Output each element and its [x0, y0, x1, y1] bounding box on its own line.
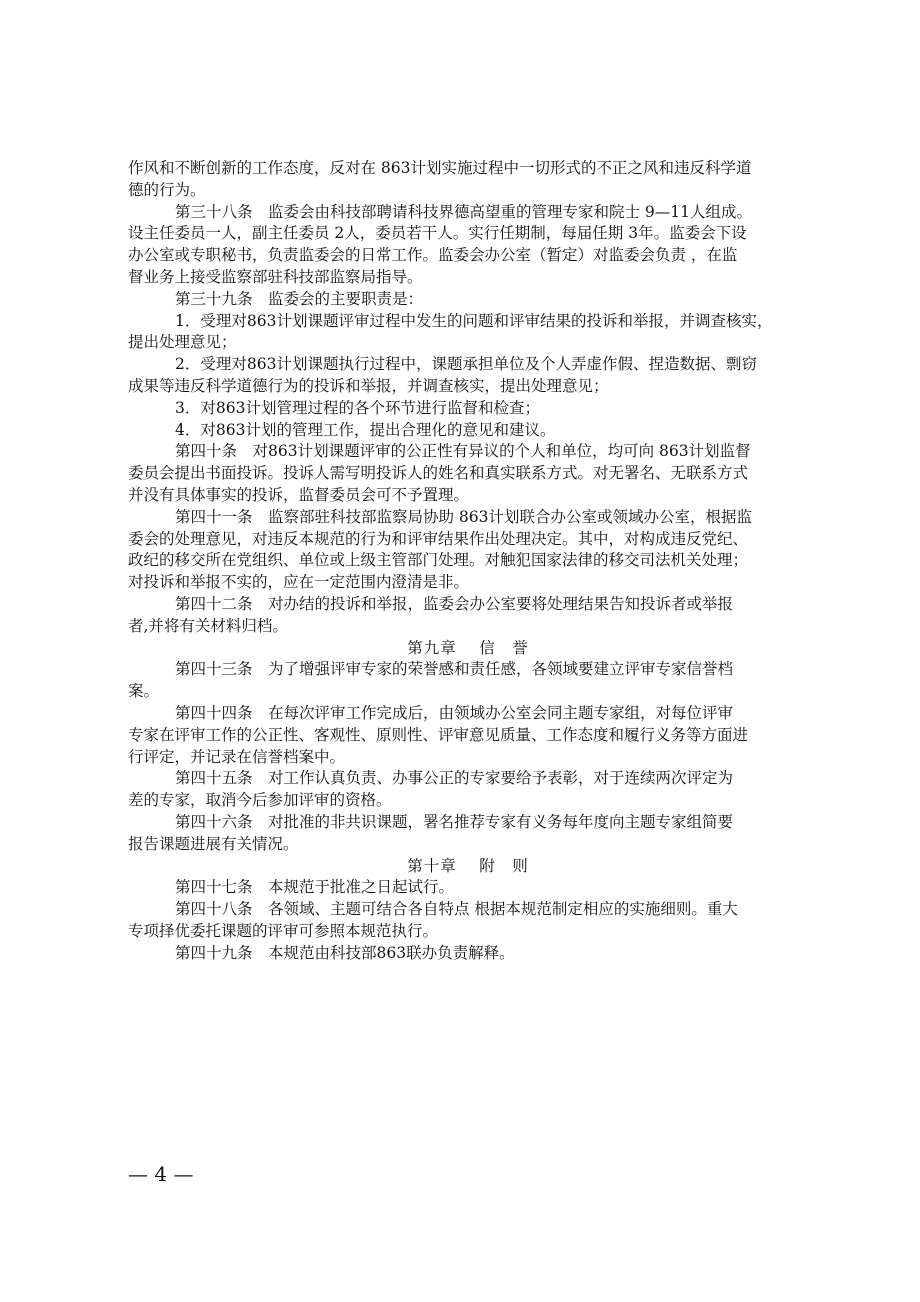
- text-line: 第四十条 对863计划课题评审的公正性有异议的个人和单位，均可向 863计划监督: [175, 442, 751, 461]
- text-line: 作风和不断创新的工作态度，反对在 863计划实施过程中一切形式的不正之风和违反科学道: [128, 159, 752, 177]
- text-line: 报告课题进展有关情况。: [128, 834, 299, 853]
- chapter-heading: 第十章 附 则: [407, 856, 529, 875]
- text-line: 第三十九条 监委会的主要职责是：: [175, 289, 424, 308]
- text-line: 者,并将有关材料归档。: [128, 616, 288, 635]
- text-line: 第四十八条 各领域、主题可结合各自特点 根据本规范制定相应的实施细则。重大: [175, 900, 738, 919]
- text-line: 差的专家，取消今后参加评审的资格。: [128, 791, 392, 810]
- text-line: 委员会提出书面投诉。投诉人需写明投诉人的姓名和真实联系方式。对无署名、无联系方式: [128, 464, 749, 483]
- text-line: 办公室或专职秘书，负责监委会的日常工作。监委会办公室（暂定）对监委会负责 ，在监: [128, 246, 738, 265]
- text-line: 德的行为。: [128, 180, 206, 199]
- text-line: 督业务上接受监察部驻科技部监察局指导。: [128, 267, 423, 286]
- text-line: 第四十一条 监察部驻科技部监察局协助 863计划联合办公室或领域办公室，根据监: [175, 507, 753, 526]
- text-line: 4．对863计划的管理工作，提出合理化的意见和建议。: [175, 420, 556, 439]
- text-line: 专家在评审工作的公正性、客观性、原则性、评审意见质量、工作态度和履行义务等方面进: [128, 725, 749, 744]
- text-line: 对投诉和举报不实的，应在一定范围内澄清是非。: [128, 573, 470, 592]
- text-line: 行评定，并记录在信誉档案中。: [128, 747, 346, 766]
- text-line: 案。: [128, 682, 160, 701]
- text-line: 第四十五条 对工作认真负责、办事公正的专家要给予表彰，对于连续两次评定为: [175, 769, 734, 788]
- chapter-heading: 第九章 信 誉: [407, 638, 529, 657]
- text-line: 并没有具体事实的投诉，监督委员会可不予置理。: [128, 485, 470, 504]
- document-body: [128, 158, 808, 964]
- text-line: 2．受理对863计划课题执行过程中，课题承担单位及个人弄虚作假、捏造数据、剽窃: [175, 355, 757, 374]
- text-line: 提出处理意见；: [128, 333, 237, 352]
- text-line: 第四十七条 本规范于批准之日起试行。: [175, 878, 455, 897]
- text-line: 第四十六条 对批准的非共识课题，署名推荐专家有义务每年度向主题专家组简要: [175, 812, 734, 831]
- text-line: 第四十九条 本规范由科技部863联办负责解释。: [175, 943, 515, 962]
- text-line: 第四十二条 对办结的投诉和举报，监委会办公室要将处理结果告知投诉者或举报: [175, 594, 734, 613]
- text-line: 第四十三条 为了增强评审专家的荣誉感和责任感，各领域要建立评审专家信誉档: [175, 660, 734, 679]
- text-line: 第四十四条 在每次评审工作完成后，由领域办公室会同主题专家组，对每位评审: [175, 703, 734, 722]
- text-line: 政纪的移交所在党组织、单位或上级主管部门处理。对触犯国家法律的移交司法机关处理；: [128, 551, 749, 570]
- text-line: 第三十八条 监委会由科技部聘请科技界德高望重的管理专家和院士 9—11人组成。: [175, 202, 753, 221]
- page-number: — 4 —: [128, 1162, 194, 1186]
- text-line: 委会的处理意见，对违反本规范的行为和评审结果作出处理决定。其中，对构成违反党纪、: [128, 529, 749, 548]
- text-line: 3．对863计划管理过程的各个环节进行监督和检查；: [175, 398, 540, 417]
- text-line: 设主任委员一人，副主任委员 2人，委员若干人。实行任期制，每届任期 3年。监委会下设: [128, 224, 747, 243]
- text-line: 成果等违反科学道德行为的投诉和举报，并调查核实，提出处理意见；: [128, 376, 609, 395]
- text-line: 专项择优委托课题的评审可参照本规范执行。: [128, 921, 439, 940]
- text-line: 1．受理对863计划课题评审过程中发生的问题和评审结果的投诉和举报，并调查核实，: [175, 311, 773, 330]
